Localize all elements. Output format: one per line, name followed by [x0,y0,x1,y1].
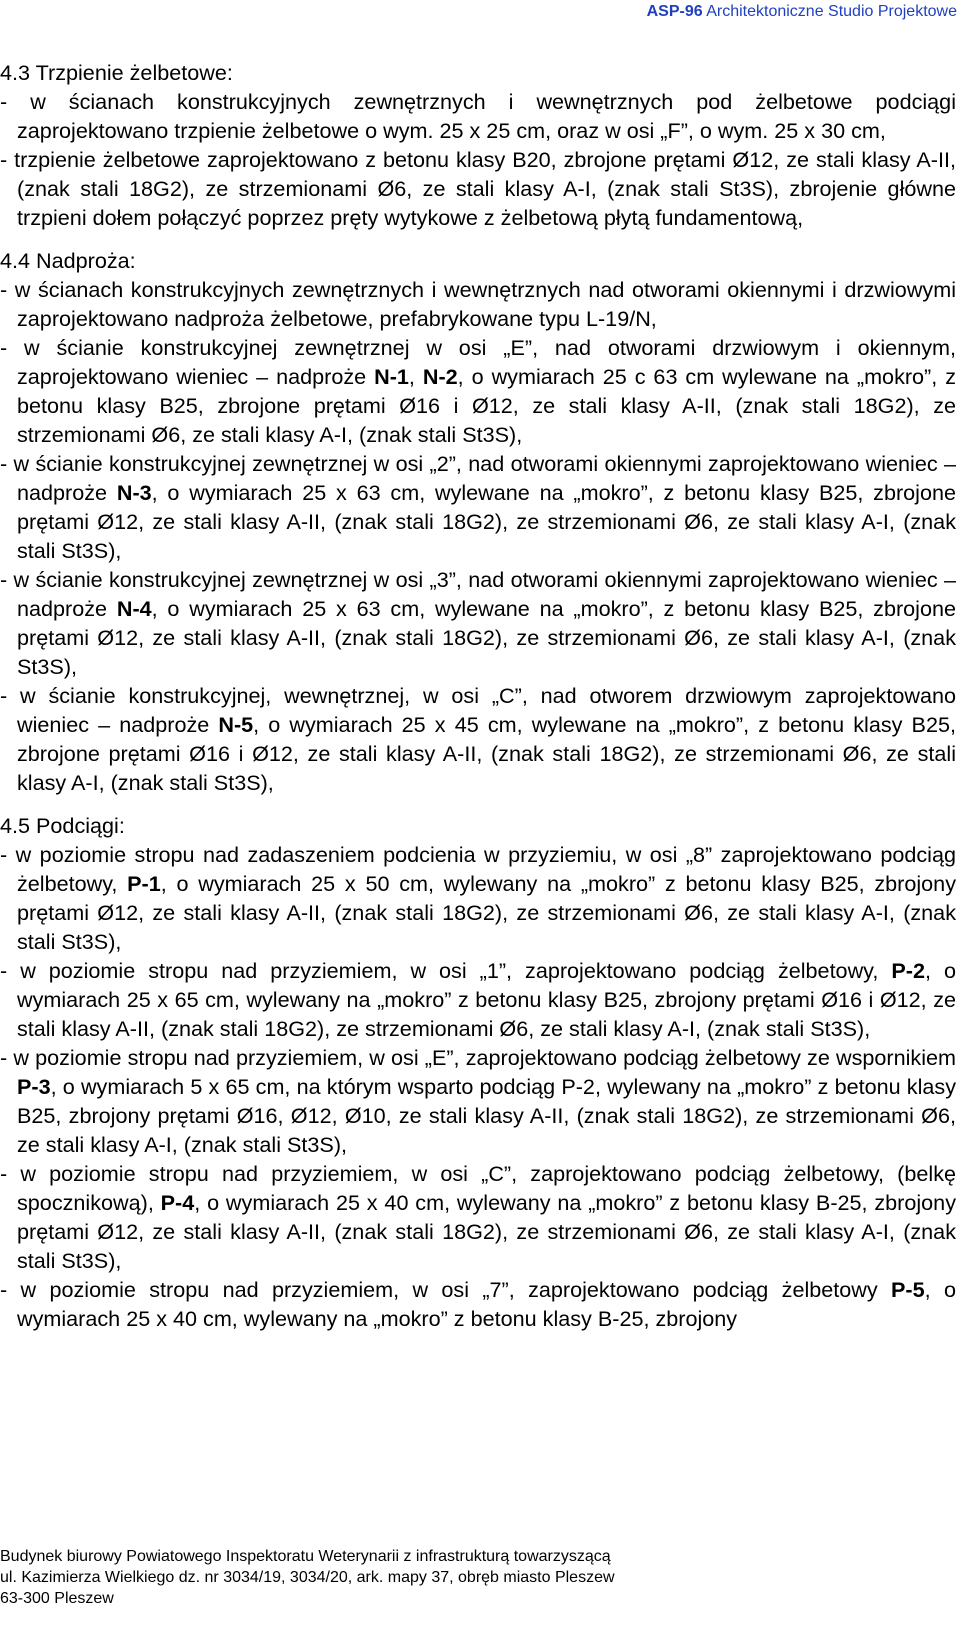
text-run: , o wymiarach 25 c 63 cm wylewane na „mokro”, z betonu klasy B25, zbrojone prętami Ø16 i Ø12, ze stali klasy A-II, (znak stali 18G2), ze strzemionami Ø6, ze stali klasy A-I, (znak stali St3S), [17,364,956,447]
text-run: - w poziomie stropu nad przyziemiem, w osi „E”, zaprojektowano podciąg żelbetowy ze wspornikiem [0,1045,956,1070]
text-run: - w poziomie stropu nad przyziemiem, w osi „7”, zaprojektowano podciąg żelbetowy [0,1277,892,1302]
element-code: P-1 [127,871,161,896]
section-gap [0,232,956,246]
text-run: , [408,364,423,389]
document-body [0,58,956,1333]
text-run: , o wymiarach 25 x 40 cm, wylewany na „mokro” z betonu klasy B-25, zbrojony [17,1277,956,1331]
footer-line-address: ul. Kazimierza Wielkiego dz. nr 3034/19, 3034/20, ark. mapy 37, obręb miasto Pleszew [0,1569,615,1586]
footer-line-building: Budynek biurowy Powiatowego Inspektoratu Weterynarii z infrastrukturą towarzyszącą [0,1548,611,1565]
paragraph [0,1043,956,1159]
section-gap [0,797,956,811]
text-run: - w ścianie konstrukcyjnej, wewnętrznej, w osi „C”, nad otworem drzwiowym zaprojektowano wieniec – nadproże [0,683,956,737]
paragraph [0,840,956,956]
text-run: , o wymiarach 25 x 45 cm, wylewane na „mokro”, z betonu klasy B25, zbrojone prętami Ø16 i Ø12, ze stali klasy A-II, (znak stali 18G2), ze strzemionami Ø6, ze stali klasy A-I, (znak stali St3S), [17,712,956,795]
paragraph [0,145,956,232]
paragraph [0,275,956,333]
element-code: N-1 [374,364,409,389]
text-run: - w poziomie stropu nad przyziemiem, w osi „1”, zaprojektowano podciąg żelbetowy, [0,958,892,983]
text-run: , o wymiarach 25 x 63 cm, wylewane na „mokro”, z betonu klasy B25, zbrojone prętami Ø12, ze stali klasy A-II, (znak stali 18G2), ze strzemionami Ø6, ze stali klasy A-I, (znak stali St3S), [17,480,957,563]
text-run: - w poziomie stropu nad zadaszeniem podcienia w przyziemiu, w osi „8” zaprojektowano podciąg żelbetowy, [0,842,956,896]
text-run: - w poziomie stropu nad przyziemiem, w osi „C”, zaprojektowano podciąg żelbetowy, (belkę spocznikową), [0,1161,956,1215]
paragraph [0,956,956,1043]
text-run: - w ścianie konstrukcyjnej zewnętrznej w osi „E”, nad otworami drzwiowym i okiennym, zaprojektowano wieniec – nadproże [0,335,956,389]
studio-name: Architektoniczne Studio Projektowe [706,3,957,20]
section-heading: 4.5 Podciągi: [0,813,125,838]
element-code: N-5 [218,712,254,737]
page-footer [0,1546,615,1609]
element-code: N-4 [116,596,152,621]
text-run: - w ścianie konstrukcyjnej zewnętrznej w osi „3”, nad otworami okiennymi zaprojektowano wieniec – nadproże [0,567,956,621]
text-run: , o wymiarach 25 x 63 cm, wylewane na „mokro”, z betonu klasy B25, zbrojone prętami Ø12, ze stali klasy A-II, (znak stali 18G2), ze strzemionami Ø6, ze stali klasy A-I, (znak St3S), [17,596,957,679]
element-code: N-2 [422,364,458,389]
paragraph [0,681,956,797]
paragraph [0,565,956,681]
paragraph [0,333,956,449]
element-code: N-3 [116,480,152,505]
section-heading: 4.4 Nadproża: [0,248,136,273]
text-run: , o wymiarach 25 x 50 cm, wylewany na „mokro” z betonu klasy B25, zbrojony prętami Ø12, ze stali klasy A-II, (znak stali 18G2), ze strzemionami Ø6, ze stali klasy A-I, (znak stali St3S), [17,871,956,954]
paragraph [0,87,956,145]
text-run: , o wymiarach 5 x 65 cm, na którym wsparto podciąg P-2, wylewany na „mokro” z betonu klasy B25, zbrojony prętami Ø16, Ø12, Ø10, ze stali klasy A-II, (znak stali 18G2), ze strzemionami Ø6, ze stali klasy A-I, (znak stali St3S), [17,1074,956,1157]
text-run: , o wymiarach 25 x 65 cm, wylewany na „mokro” z betonu klasy B25, zbrojony prętami Ø16 i Ø12, ze stali klasy A-II, (znak stali 18G2), ze strzemionami Ø6, ze stali klasy A-I, (znak stali St3S), [17,958,956,1041]
paragraph [0,1159,956,1275]
text-run: - trzpienie żelbetowe zaprojektowano z betonu klasy B20, zbrojone prętami Ø12, ze stali klasy A-II, (znak stali 18G2), ze strzemionami Ø6, ze stali klasy A-I, (znak stali St3S), zbrojenie główne trzpieni dołem połączyć poprzez pręty wytykowe z żelbetową płytą fundamentową, [0,147,956,230]
text-run: - w ścianie konstrukcyjnej zewnętrznej w osi „2”, nad otworami okiennymi zaprojektowano wieniec – nadproże [0,451,956,505]
paragraph [0,1275,956,1333]
element-code: P-3 [17,1074,51,1099]
text-run: - w ścianach konstrukcyjnych zewnętrznych i wewnętrznych pod żelbetowe podciągi zaprojektowano trzpienie żelbetowe o wym. 25 x 25 cm, oraz w osi „F”, o wym. 25 x 30 cm, [0,89,956,143]
section-heading: 4.3 Trzpienie żelbetowe: [0,60,233,85]
text-run: - w ścianach konstrukcyjnych zewnętrznych i wewnętrznych nad otworami okiennymi i drzwiowymi zaprojektowano nadproża żelbetowe, prefabrykowane typu L-19/N, [0,277,956,331]
page-header [647,3,957,21]
paragraph [0,449,956,565]
element-code: P-5 [891,1277,925,1302]
brand-name: ASP-96 [646,3,703,20]
element-code: P-4 [160,1190,195,1215]
element-code: P-2 [891,958,925,983]
footer-line-city: 63-300 Pleszew [0,1590,114,1607]
text-run: , o wymiarach 25 x 40 cm, wylewany na „mokro” z betonu klasy B-25, zbrojony prętami Ø12, ze stali klasy A-II, (znak stali 18G2), ze strzemionami Ø6, ze stali klasy A-I, (znak stali St3S), [17,1190,956,1273]
